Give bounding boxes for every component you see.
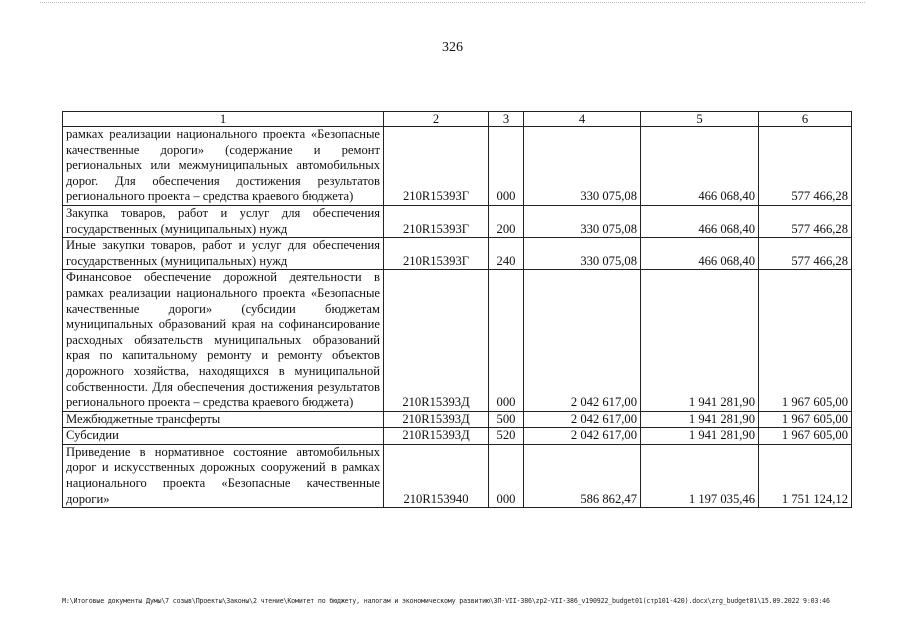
table-header-row (63, 112, 852, 127)
page-number: 326 (442, 40, 463, 55)
row-description: Финансовое обеспечение дорожной деятельности в рамках реализации национального проекта «Безопасные качественные дороги» (субсидии бюджетам муниципальных образований края на софинансирование расходных обязательств муниципальных образований края по капитальному ремонту и ремонту объектов дорожного хозяйства, находящихся в муниципальной собственности. Для обеспечения достижения результатов регионального проекта – средства краевого бюджета) (63, 270, 384, 411)
table-row (63, 205, 852, 237)
amount-col6: 1 751 124,12 (759, 444, 852, 507)
table-row (63, 270, 852, 411)
target-article-code: 210R15393Д (384, 411, 489, 428)
amount-col4: 2 042 617,00 (524, 411, 641, 428)
column-header: 4 (524, 112, 641, 127)
amount-col5: 1 941 281,90 (641, 428, 759, 445)
amount-col5: 1 197 035,46 (641, 444, 759, 507)
expense-type-code: 000 (489, 444, 524, 507)
row-description: Приведение в нормативное состояние автомобильных дорог и искусственных дорожных сооружений в рамках национального проекта «Безопасные качественные дороги» (63, 444, 384, 507)
row-description: Закупка товаров, работ и услуг для обеспечения государственных (муниципальных) нужд (63, 205, 384, 237)
amount-col5: 466 068,40 (641, 205, 759, 237)
target-article-code: 210R15393Д (384, 428, 489, 445)
target-article-code: 210R15393Г (384, 205, 489, 237)
target-article-code: 210R15393Д (384, 270, 489, 411)
amount-col6: 1 967 605,00 (759, 270, 852, 411)
amount-col6: 577 466,28 (759, 205, 852, 237)
amount-col6: 577 466,28 (759, 238, 852, 270)
expense-type-code: 500 (489, 411, 524, 428)
budget-table (62, 111, 852, 508)
row-description: Субсидии (63, 428, 384, 445)
table-row (63, 238, 852, 270)
table-row (63, 127, 852, 206)
expense-type-code: 000 (489, 270, 524, 411)
amount-col5: 1 941 281,90 (641, 270, 759, 411)
amount-col4: 586 862,47 (524, 444, 641, 507)
row-description: Иные закупки товаров, работ и услуг для обеспечения государственных (муниципальных) нужд (63, 238, 384, 270)
column-header: 1 (63, 112, 384, 127)
table-row (63, 411, 852, 428)
amount-col5: 1 941 281,90 (641, 411, 759, 428)
column-header: 2 (384, 112, 489, 127)
amount-col4: 2 042 617,00 (524, 428, 641, 445)
table-row (63, 428, 852, 445)
column-header: 5 (641, 112, 759, 127)
amount-col4: 330 075,08 (524, 238, 641, 270)
top-scan-rule (40, 2, 865, 3)
target-article-code: 210R153940 (384, 444, 489, 507)
expense-type-code: 000 (489, 127, 524, 206)
amount-col5: 466 068,40 (641, 238, 759, 270)
amount-col5: 466 068,40 (641, 127, 759, 206)
amount-col4: 2 042 617,00 (524, 270, 641, 411)
amount-col6: 577 466,28 (759, 127, 852, 206)
amount-col4: 330 075,08 (524, 127, 641, 206)
target-article-code: 210R15393Г (384, 238, 489, 270)
column-header: 3 (489, 112, 524, 127)
column-header: 6 (759, 112, 852, 127)
row-description: рамках реализации национального проекта «Безопасные качественные дороги» (содержание и ремонт региональных или межмуниципальных автомобильных дорог. Для обеспечения достижения результатов регионального проекта – средства краевого бюджета) (63, 127, 384, 206)
expense-type-code: 520 (489, 428, 524, 445)
expense-type-code: 240 (489, 238, 524, 270)
target-article-code: 210R15393Г (384, 127, 489, 206)
row-description: Межбюджетные трансферты (63, 411, 384, 428)
expense-type-code: 200 (489, 205, 524, 237)
file-path-footer: M:\Итоговые документы Думы\7 созыв\Проекты\Законы\2 чтение\Комитет по бюджету, налогам и экономическому развитию\ЗП-VII-386\zp2-VII-386_v190922_budget01(стр101-420).docx\zrg_budget01\15.09.2022 9:03:46 (62, 597, 830, 605)
amount-col4: 330 075,08 (524, 205, 641, 237)
amount-col6: 1 967 605,00 (759, 428, 852, 445)
amount-col6: 1 967 605,00 (759, 411, 852, 428)
table-row (63, 444, 852, 507)
